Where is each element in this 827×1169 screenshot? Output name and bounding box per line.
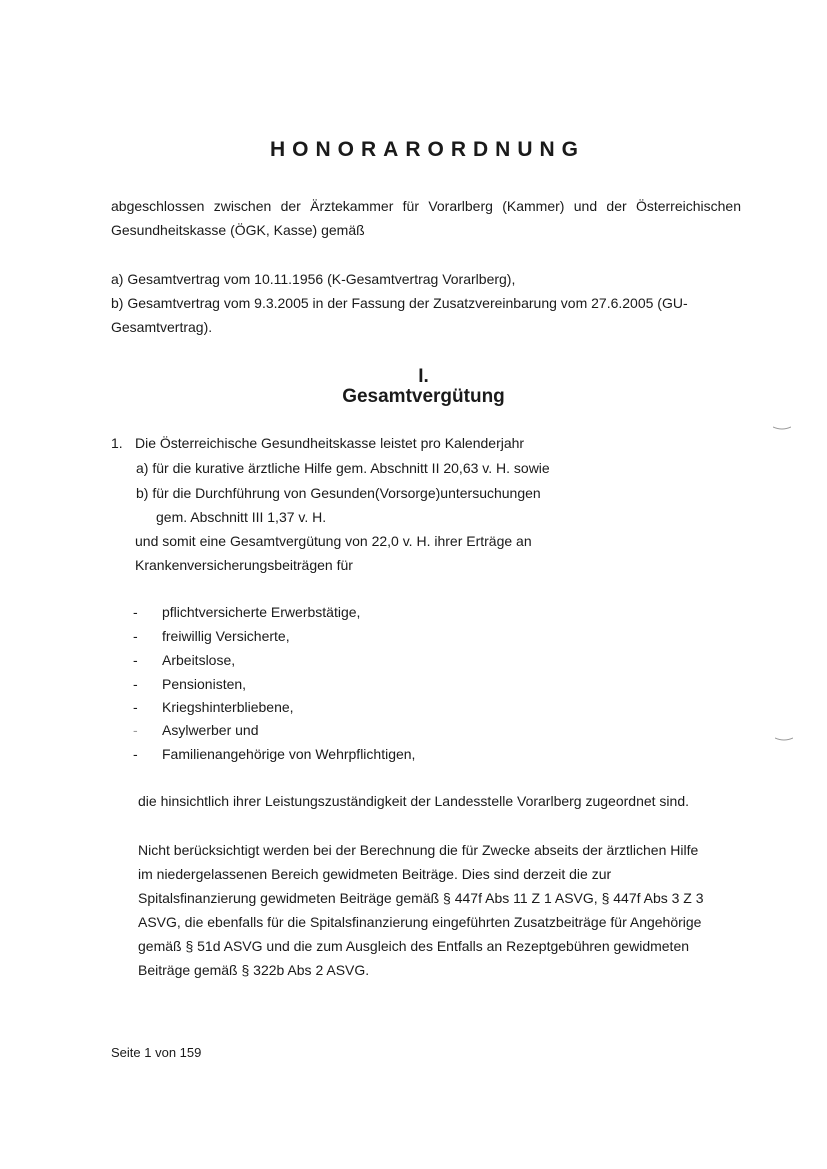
- contract-b: b) Gesamtvertrag vom 9.3.2005 in der Fassung der Zusatzvereinbarung vom 27.6.2005 (GU-: [111, 295, 688, 311]
- list-item: Kriegshinterbliebene,: [162, 699, 294, 715]
- list-item: Arbeitslose,: [162, 652, 236, 668]
- exclusion-line: Beiträge gemäß § 322b Abs 2 ASVG.: [138, 962, 370, 978]
- list-item: Pensionisten,: [162, 676, 247, 692]
- intro-paragraph: abgeschlossen zwischen der Ärztekammer für Vorarlberg (Kammer) und der Österreichischen Gesundheitskasse (ÖGK, Kasse) gemäß: [111, 198, 741, 238]
- list-item: freiwillig Versicherte,: [162, 628, 290, 644]
- item-1-sub-a: a) für die kurative ärztliche Hilfe gem. Abschnitt II 20,63 v. H. sowie: [136, 460, 550, 476]
- list-bullet: -: [133, 604, 138, 620]
- assignment-paragraph: die hinsichtlich ihrer Leistungszuständigkeit der Landesstelle Vorarlberg zugeordnet sind.: [138, 793, 689, 809]
- page-footer: Seite 1 von 159: [111, 1045, 202, 1060]
- list-bullet: -: [133, 746, 138, 762]
- exclusion-line: Nicht berücksichtigt werden bei der Berechnung die für Zwecke abseits der ärztlichen Hilfe: [138, 842, 699, 858]
- list-bullet: -: [133, 722, 138, 738]
- item-1-sub-b-continued: gem. Abschnitt III 1,37 v. H.: [156, 509, 327, 525]
- item-1-sub-b: b) für die Durchführung von Gesunden(Vorsorge)untersuchungen: [136, 485, 541, 501]
- list-bullet: -: [133, 699, 138, 715]
- item-1-total-continued: Krankenversicherungsbeiträgen für: [135, 557, 353, 573]
- exclusion-line: Spitalsfinanzierung gewidmeten Beiträge gemäß § 447f Abs 11 Z 1 ASVG, § 447f Abs 3 Z 3: [138, 890, 704, 906]
- scan-mark: [775, 737, 793, 741]
- exclusion-line: gemäß § 51d ASVG und die zum Ausgleich des Entfalls an Rezeptgebühren gewidmeten: [138, 938, 690, 954]
- item-1-lead: Die Österreichische Gesundheitskasse leistet pro Kalenderjahr: [135, 435, 525, 451]
- exclusion-line: ASVG, die ebenfalls für die Spitalsfinanzierung eingeführten Zusatzbeiträge für Angehörige: [138, 914, 702, 930]
- section-number: I.: [418, 366, 429, 387]
- list-item: Asylwerber und: [162, 722, 259, 738]
- list-bullet: -: [133, 676, 138, 692]
- contract-list: [111, 267, 688, 339]
- exclusion-paragraph: [138, 838, 704, 982]
- item-1-number: 1.: [111, 435, 123, 451]
- list-bullet: -: [133, 628, 138, 644]
- list-bullet: -: [133, 652, 138, 668]
- exclusion-line: im niedergelassenen Bereich gewidmeten Beiträge. Dies sind derzeit die zur: [138, 866, 612, 882]
- contract-b-continued: Gesamtvertrag).: [111, 319, 213, 335]
- section-title: Gesamtvergütung: [342, 386, 505, 407]
- document-title: HONORARORDNUNG: [270, 138, 585, 161]
- list-item: pflichtversicherte Erwerbstätige,: [162, 604, 361, 620]
- scan-mark: [773, 426, 791, 430]
- contract-a: a) Gesamtvertrag vom 10.11.1956 (K-Gesamtvertrag Vorarlberg),: [111, 271, 516, 287]
- item-1-total: und somit eine Gesamtvergütung von 22,0 v. H. ihrer Erträge an: [135, 533, 532, 549]
- list-item: Familienangehörige von Wehrpflichtigen,: [162, 746, 416, 762]
